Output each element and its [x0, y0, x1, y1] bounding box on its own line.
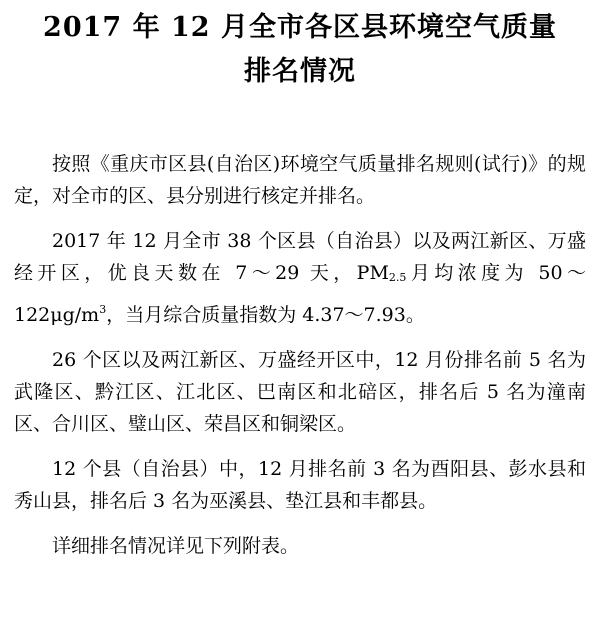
- overview-text-part-1: 2017 年 12 月全市 38 个区县（自治县）以及两江新区、万盛经开区，优良天数在 7～29 天，PM: [14, 230, 586, 284]
- overview-text-part-3: ，当月综合质量指数为 4.37～7.93。: [106, 304, 425, 326]
- paragraph-county-ranking: 12 个县（自治县）中，12 月排名前 3 名为酉阳县、彭水县和秀山县，排名后 3 名为巫溪县、垫江县和丰都县。: [14, 458, 586, 512]
- paragraph-overview-stats: [14, 225, 586, 331]
- unit-superscript: 3: [99, 303, 107, 316]
- overview-text-part-2: 月均浓度为 50～122μg/m: [14, 262, 586, 326]
- title-line-2: 排名情况: [244, 56, 356, 87]
- paragraph-district-ranking: 26 个区以及两江新区、万盛经开区中，12 月份排名前 5 名为武隆区、黔江区、江北区、巴南区和北碚区，排名后 5 名为潼南区、合川区、璧山区、荣昌区和铜梁区。: [14, 349, 586, 435]
- pm-subscript: 2.5: [388, 271, 407, 284]
- document-body: [14, 148, 586, 562]
- paragraph-appendix-note: 详细排名情况详见下列附表。: [52, 535, 300, 557]
- document-title: [14, 8, 586, 92]
- paragraph-ranking-rules: 按照《重庆市区县(自治区)环境空气质量排名规则(试行)》的规定，对全市的区、县分别进行核定并排名。: [14, 153, 586, 207]
- title-line-1: 2017 年 12 月全市各区县环境空气质量: [43, 12, 557, 43]
